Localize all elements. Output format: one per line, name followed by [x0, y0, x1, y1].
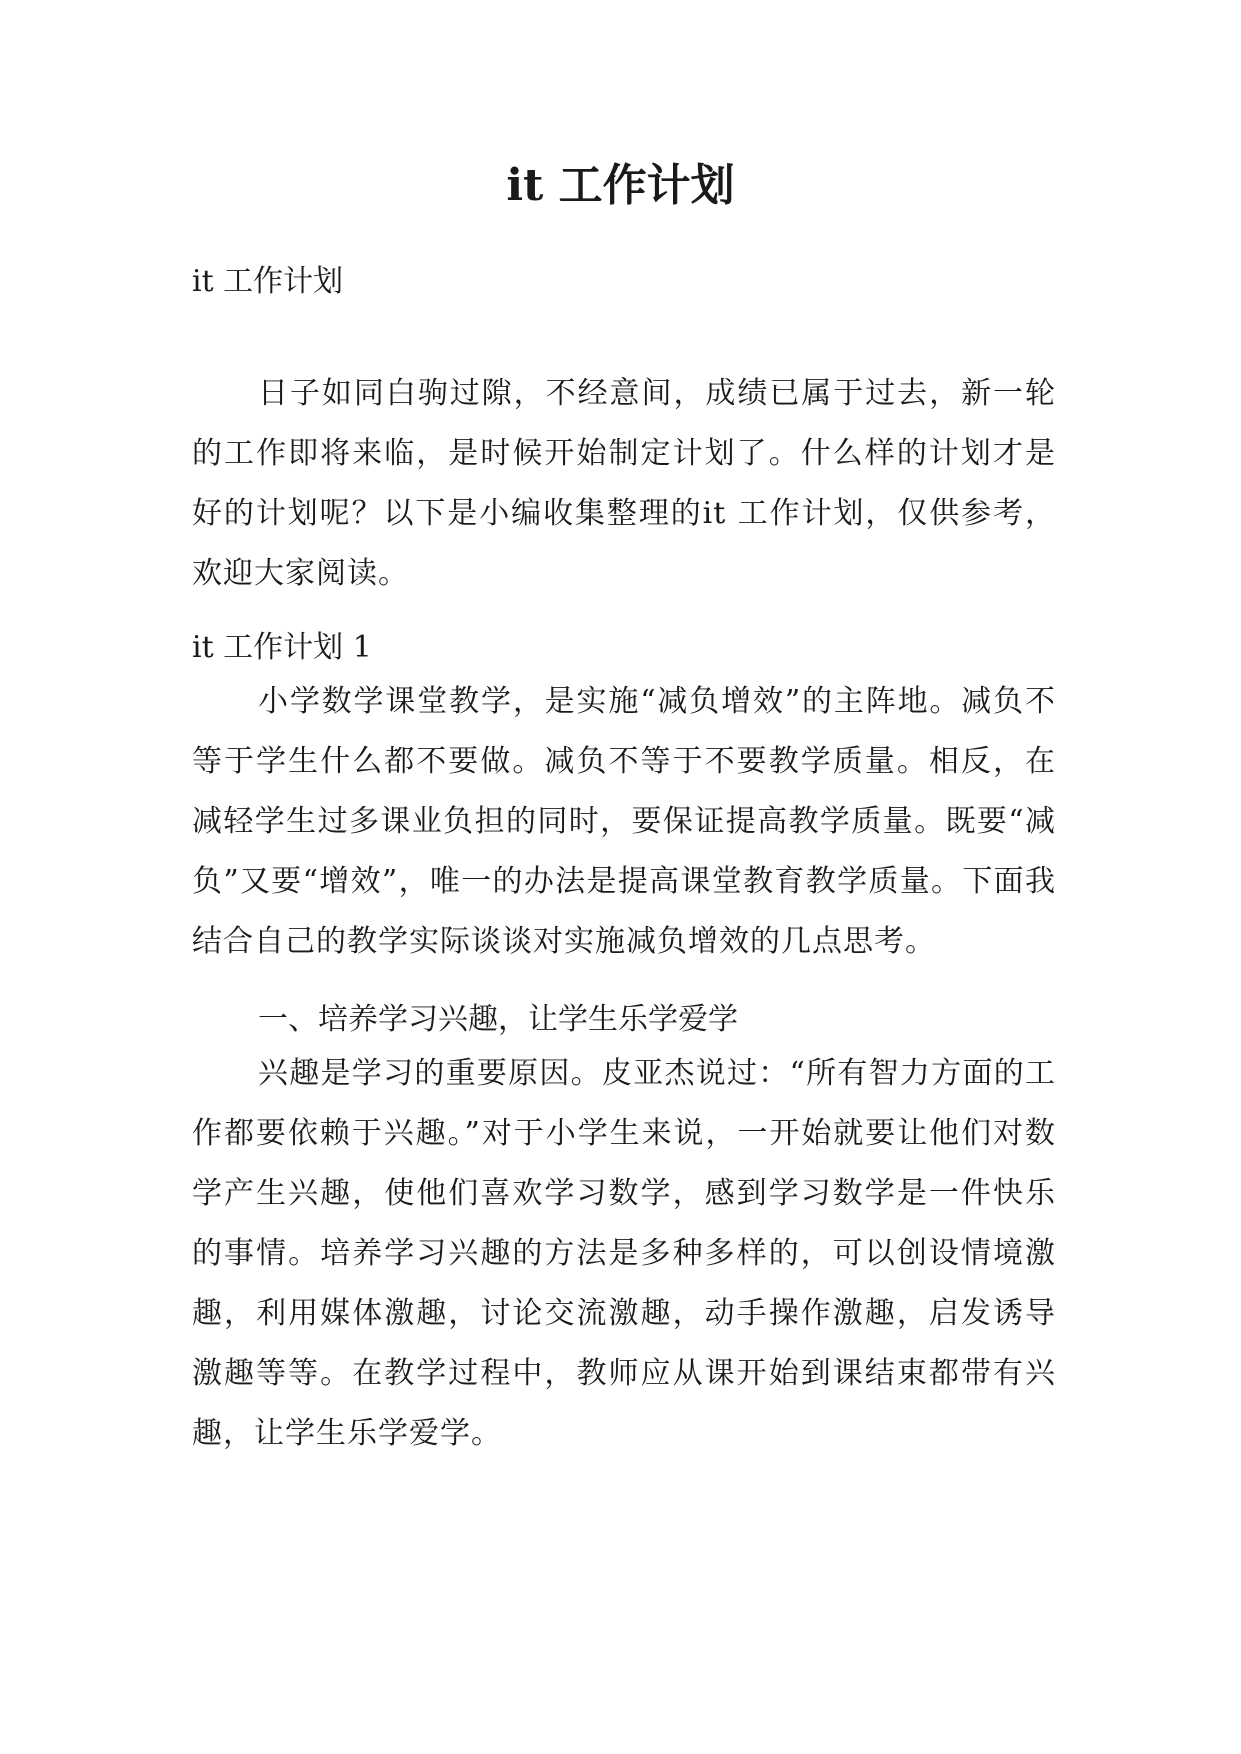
section-paragraph-2: 兴趣是学习的重要原因。皮亚杰说过：“所有智力方面的工作都要依赖于兴趣。”对于小学生来说，一开始就要让他们对数学产生兴趣，使他们喜欢学习数学，感到学习数学是一件快乐的事情。培养学习兴趣的方法是多种多样的，可以创设情境激趣，利用媒体激趣，讨论交流激趣，动手操作激趣，启发诱导激趣等等。在教学过程中，教师应从课开始到课结束都带有兴趣，让学生乐学爱学。: [192, 1056, 1056, 1451]
section-point-heading: 一、培养学习兴趣，让学生乐学爱学: [258, 1002, 738, 1037]
section-heading: it 工作计划 1: [192, 630, 372, 665]
intro-paragraph: 日子如同白驹过隙，不经意间，成绩已属于过去，新一轮的工作即将来临，是时候开始制定计划了。什么样的计划才是好的计划呢？以下是小编收集整理的it 工作计划，仅供参考，欢迎大家阅读。: [192, 376, 1056, 591]
section-paragraph: 小学数学课堂教学，是实施“减负增效”的主阵地。减负不等于学生什么都不要做。减负不等于不要教学质量。相反，在减轻学生过多课业负担的同时，要保证提高教学质量。既要“减负”又要“增效”，唯一的办法是提高课堂教育教学质量。下面我结合自己的教学实际谈谈对实施减负增效的几点思考。: [192, 684, 1056, 959]
document-title: it 工作计划: [506, 160, 735, 211]
document-subtitle: it 工作计划: [192, 264, 344, 299]
